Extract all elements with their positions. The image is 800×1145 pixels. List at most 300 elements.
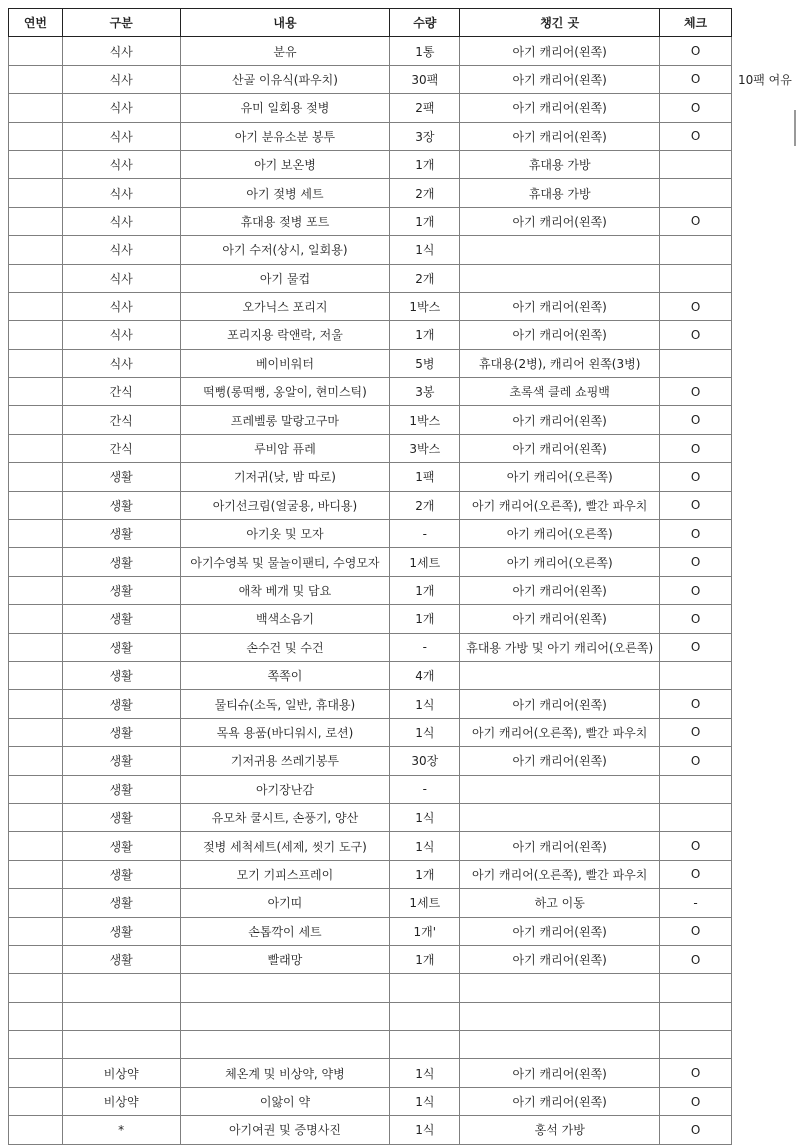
cell-item[interactable]: 아기장난감 [180, 775, 390, 803]
cell-category[interactable]: 식사 [62, 207, 180, 235]
cell-no[interactable] [9, 150, 63, 178]
cell-quantity[interactable]: 1통 [390, 37, 460, 65]
cell-item[interactable]: 프레벨롱 말랑고구마 [180, 406, 390, 434]
cell-quantity[interactable]: 1식 [390, 803, 460, 831]
cell-item[interactable]: 아기 젖병 세트 [180, 179, 390, 207]
cell-category[interactable]: 생활 [62, 661, 180, 689]
cell-quantity[interactable]: 1식 [390, 1059, 460, 1087]
cell-packed-location[interactable]: 홍석 가방 [460, 1116, 660, 1144]
table-row [9, 349, 800, 377]
cell-category[interactable]: 식사 [62, 122, 180, 150]
cell-quantity[interactable]: 3봉 [390, 378, 460, 406]
cell-packed-location[interactable]: 아기 캐리어(왼쪽) [460, 406, 660, 434]
cell-category[interactable]: 생활 [62, 576, 180, 604]
cell-memo[interactable] [731, 832, 799, 860]
cell-category[interactable]: 식사 [62, 37, 180, 65]
cell-category[interactable]: 생활 [62, 633, 180, 661]
cell-quantity[interactable]: 1개' [390, 917, 460, 945]
cell-packed-location[interactable] [460, 775, 660, 803]
cell-packed-location[interactable] [460, 264, 660, 292]
cell-check[interactable]: O [660, 434, 732, 462]
cell-item[interactable]: 아기 물컵 [180, 264, 390, 292]
cell-quantity[interactable]: 1세트 [390, 548, 460, 576]
cell-item[interactable]: 쪽쪽이 [180, 661, 390, 689]
cell-packed-location[interactable]: 아기 캐리어(왼쪽) [460, 917, 660, 945]
cell-check[interactable] [660, 179, 732, 207]
cell-category[interactable]: 식사 [62, 179, 180, 207]
cell-check[interactable]: O [660, 633, 732, 661]
cell-no[interactable] [9, 65, 63, 93]
cell-packed-location[interactable]: 아기 캐리어(왼쪽) [460, 207, 660, 235]
cell-no[interactable] [9, 1002, 63, 1030]
cell-quantity[interactable]: 1개 [390, 605, 460, 633]
cell-memo[interactable] [731, 1002, 799, 1030]
cell-item[interactable]: 아기여권 및 증명사진 [180, 1116, 390, 1144]
packing-checklist-table [8, 8, 800, 1145]
cell-packed-location[interactable]: 휴대용(2병), 캐리어 왼쪽(3병) [460, 349, 660, 377]
cell-memo[interactable] [731, 860, 799, 888]
cell-quantity[interactable] [390, 1031, 460, 1059]
cell-quantity[interactable]: 1개 [390, 321, 460, 349]
cell-no[interactable] [9, 747, 63, 775]
cell-check[interactable]: O [660, 917, 732, 945]
cell-item[interactable]: 애착 베개 및 담요 [180, 576, 390, 604]
cell-check[interactable]: O [660, 292, 732, 320]
cell-check[interactable]: O [660, 65, 732, 93]
cell-check[interactable]: O [660, 406, 732, 434]
cell-item[interactable]: 백색소음기 [180, 605, 390, 633]
cell-quantity[interactable]: 1개 [390, 150, 460, 178]
cell-quantity[interactable]: 2팩 [390, 94, 460, 122]
cell-packed-location[interactable]: 아기 캐리어(왼쪽) [460, 690, 660, 718]
cell-packed-location[interactable]: 아기 캐리어(왼쪽) [460, 747, 660, 775]
cell-item[interactable]: 분유 [180, 37, 390, 65]
cell-quantity[interactable]: 1세트 [390, 889, 460, 917]
cell-item[interactable]: 유모차 쿨시트, 손풍기, 양산 [180, 803, 390, 831]
cell-packed-location[interactable] [460, 661, 660, 689]
cell-category[interactable]: 간식 [62, 378, 180, 406]
cell-check[interactable]: O [660, 94, 732, 122]
cell-quantity[interactable]: 1식 [390, 236, 460, 264]
cell-item[interactable]: 모기 기피스프레이 [180, 860, 390, 888]
cell-check[interactable]: O [660, 1116, 732, 1144]
cell-category[interactable]: 생활 [62, 917, 180, 945]
cell-check[interactable]: - [660, 889, 732, 917]
cell-no[interactable] [9, 945, 63, 973]
cell-quantity[interactable]: 1개 [390, 860, 460, 888]
cell-item[interactable] [180, 1002, 390, 1030]
cell-category[interactable]: 식사 [62, 292, 180, 320]
cell-memo[interactable] [731, 803, 799, 831]
cell-memo[interactable] [731, 775, 799, 803]
table-body [9, 37, 800, 1144]
cell-packed-location[interactable] [460, 1031, 660, 1059]
cell-check[interactable]: O [660, 576, 732, 604]
cell-memo[interactable] [731, 264, 799, 292]
cell-no[interactable] [9, 775, 63, 803]
cell-category[interactable] [62, 974, 180, 1002]
cell-item[interactable]: 오가닉스 포리지 [180, 292, 390, 320]
cell-no[interactable] [9, 264, 63, 292]
cell-category[interactable]: 비상약 [62, 1087, 180, 1115]
cell-item[interactable]: 손톱깍이 세트 [180, 917, 390, 945]
cell-no[interactable] [9, 37, 63, 65]
cell-no[interactable] [9, 1059, 63, 1087]
header-check[interactable]: 체크 [660, 9, 732, 37]
cell-check[interactable]: O [660, 690, 732, 718]
cell-memo[interactable] [731, 917, 799, 945]
cell-no[interactable] [9, 576, 63, 604]
cell-no[interactable] [9, 463, 63, 491]
cell-category[interactable]: 생활 [62, 945, 180, 973]
cell-memo[interactable] [731, 576, 799, 604]
cell-packed-location[interactable]: 초록색 클레 쇼핑백 [460, 378, 660, 406]
cell-packed-location[interactable]: 아기 캐리어(왼쪽) [460, 832, 660, 860]
cell-item[interactable]: 아기 수저(상시, 일회용) [180, 236, 390, 264]
cell-memo[interactable] [731, 122, 799, 150]
cell-category[interactable]: 식사 [62, 94, 180, 122]
cell-category[interactable]: * [62, 1116, 180, 1144]
cell-packed-location[interactable]: 아기 캐리어(왼쪽) [460, 1087, 660, 1115]
cell-memo[interactable] [731, 548, 799, 576]
cell-memo[interactable] [731, 661, 799, 689]
cell-category[interactable]: 비상약 [62, 1059, 180, 1087]
cell-memo[interactable] [731, 1031, 799, 1059]
cell-category[interactable]: 생활 [62, 775, 180, 803]
cell-memo[interactable] [731, 207, 799, 235]
cell-no[interactable] [9, 633, 63, 661]
cell-item[interactable]: 기저귀용 쓰레기봉투 [180, 747, 390, 775]
cell-item[interactable]: 유미 일회용 젖병 [180, 94, 390, 122]
cell-check[interactable]: O [660, 1087, 732, 1115]
cell-quantity[interactable]: 1개 [390, 207, 460, 235]
cell-no[interactable] [9, 292, 63, 320]
table-row [9, 832, 800, 860]
cell-no[interactable] [9, 179, 63, 207]
cell-check[interactable]: O [660, 1059, 732, 1087]
cell-category[interactable]: 생활 [62, 463, 180, 491]
cell-category[interactable]: 생활 [62, 520, 180, 548]
cell-no[interactable] [9, 974, 63, 1002]
cell-no[interactable] [9, 1031, 63, 1059]
cell-packed-location[interactable]: 아기 캐리어(왼쪽) [460, 122, 660, 150]
cell-category[interactable]: 식사 [62, 321, 180, 349]
cell-no[interactable] [9, 718, 63, 746]
cell-memo[interactable] [731, 236, 799, 264]
cell-memo[interactable] [731, 491, 799, 519]
cell-quantity[interactable]: 2개 [390, 264, 460, 292]
cell-no[interactable] [9, 1087, 63, 1115]
cell-item[interactable] [180, 1031, 390, 1059]
cell-category[interactable]: 생활 [62, 718, 180, 746]
cell-check[interactable]: O [660, 378, 732, 406]
cell-quantity[interactable]: 1팩 [390, 463, 460, 491]
cell-no[interactable] [9, 207, 63, 235]
cell-quantity[interactable]: 1식 [390, 832, 460, 860]
cell-packed-location[interactable]: 아기 캐리어(왼쪽) [460, 94, 660, 122]
cell-check[interactable] [660, 264, 732, 292]
table-row [9, 605, 800, 633]
header-category[interactable]: 구분 [62, 9, 180, 37]
header-memo-empty[interactable] [731, 9, 799, 37]
header-item[interactable]: 내용 [180, 9, 390, 37]
cell-quantity[interactable]: 1박스 [390, 406, 460, 434]
cell-check[interactable]: O [660, 747, 732, 775]
table-row [9, 661, 800, 689]
cell-item[interactable]: 휴대용 젖병 포트 [180, 207, 390, 235]
cell-memo[interactable] [731, 321, 799, 349]
cell-check[interactable] [660, 1031, 732, 1059]
cell-item[interactable]: 빨래망 [180, 945, 390, 973]
cell-quantity[interactable]: 1식 [390, 718, 460, 746]
cell-quantity[interactable]: 1개 [390, 945, 460, 973]
cell-check[interactable] [660, 349, 732, 377]
table-row [9, 94, 800, 122]
cell-check[interactable]: O [660, 832, 732, 860]
cell-category[interactable]: 생활 [62, 491, 180, 519]
cell-quantity[interactable]: 4개 [390, 661, 460, 689]
cell-quantity[interactable]: 5병 [390, 349, 460, 377]
cell-item[interactable]: 체온계 및 비상약, 약병 [180, 1059, 390, 1087]
cell-no[interactable] [9, 122, 63, 150]
cell-memo[interactable] [731, 292, 799, 320]
cell-packed-location[interactable] [460, 803, 660, 831]
cell-check[interactable] [660, 661, 732, 689]
cell-check[interactable]: O [660, 463, 732, 491]
cell-memo[interactable]: 10팩 여유 [737, 72, 792, 87]
cell-quantity[interactable]: 3박스 [390, 434, 460, 462]
cell-item[interactable]: 물티슈(소독, 일반, 휴대용) [180, 690, 390, 718]
cell-no[interactable] [9, 803, 63, 831]
cell-memo[interactable] [731, 349, 799, 377]
cell-packed-location[interactable]: 아기 캐리어(왼쪽) [460, 65, 660, 93]
cell-packed-location[interactable]: 휴대용 가방 및 아기 캐리어(오른쪽) [460, 633, 660, 661]
cell-memo[interactable] [731, 690, 799, 718]
cell-item[interactable]: 젖병 세척세트(세제, 씻기 도구) [180, 832, 390, 860]
cell-quantity[interactable]: 30팩 [390, 65, 460, 93]
cell-quantity[interactable] [390, 974, 460, 1002]
cell-check[interactable] [660, 150, 732, 178]
cell-check[interactable]: O [660, 520, 732, 548]
cell-category[interactable]: 생활 [62, 832, 180, 860]
cell-packed-location[interactable] [460, 1002, 660, 1030]
cell-packed-location[interactable]: 아기 캐리어(왼쪽) [460, 1059, 660, 1087]
cell-quantity[interactable]: 2개 [390, 491, 460, 519]
cell-memo[interactable] [731, 406, 799, 434]
cell-packed-location[interactable] [460, 236, 660, 264]
cell-no[interactable] [9, 94, 63, 122]
table-row [9, 803, 800, 831]
cell-item[interactable] [180, 974, 390, 1002]
cell-check[interactable]: O [660, 718, 732, 746]
cell-quantity[interactable]: 1식 [390, 690, 460, 718]
cell-packed-location[interactable]: 아기 캐리어(왼쪽) [460, 605, 660, 633]
cell-item[interactable]: 아기띠 [180, 889, 390, 917]
cell-memo[interactable] [731, 1087, 799, 1115]
cell-item[interactable]: 아기선크림(얼굴용, 바디용) [180, 491, 390, 519]
cell-category[interactable]: 식사 [62, 236, 180, 264]
cell-no[interactable] [9, 434, 63, 462]
cell-item[interactable]: 산골 이유식(파우치) [180, 65, 390, 93]
cell-item[interactable]: 루비암 퓨레 [180, 434, 390, 462]
cell-check[interactable]: O [660, 548, 732, 576]
table-row [9, 150, 800, 178]
cell-packed-location[interactable]: 아기 캐리어(오른쪽), 빨간 파우치 [460, 860, 660, 888]
cell-item[interactable]: 아기수영복 및 물놀이팬티, 수영모자 [180, 548, 390, 576]
cell-packed-location[interactable] [460, 974, 660, 1002]
header-packed-location[interactable]: 챙긴 곳 [460, 9, 660, 37]
cell-no[interactable] [9, 321, 63, 349]
cell-quantity[interactable]: - [390, 775, 460, 803]
cell-packed-location[interactable]: 아기 캐리어(왼쪽) [460, 434, 660, 462]
cell-memo[interactable] [731, 520, 799, 548]
header-quantity[interactable]: 수량 [390, 9, 460, 37]
cell-item[interactable]: 아기 보온병 [180, 150, 390, 178]
cell-no[interactable] [9, 661, 63, 689]
cell-check[interactable]: O [660, 207, 732, 235]
cell-item[interactable]: 아기옷 및 모자 [180, 520, 390, 548]
cell-check[interactable]: O [660, 945, 732, 973]
cell-item[interactable]: 목욕 용품(바디워시, 로션) [180, 718, 390, 746]
cell-packed-location[interactable]: 아기 캐리어(왼쪽) [460, 37, 660, 65]
cell-category[interactable]: 간식 [62, 406, 180, 434]
table-row [9, 236, 800, 264]
cell-check[interactable]: O [660, 321, 732, 349]
cell-quantity[interactable]: - [390, 633, 460, 661]
cell-memo[interactable] [731, 747, 799, 775]
cell-item[interactable]: 베이비워터 [180, 349, 390, 377]
cell-memo[interactable] [731, 889, 799, 917]
cell-packed-location[interactable]: 아기 캐리어(오른쪽), 빨간 파우치 [460, 491, 660, 519]
cell-category[interactable]: 식사 [62, 150, 180, 178]
cell-no[interactable] [9, 1116, 63, 1144]
cell-category[interactable]: 생활 [62, 889, 180, 917]
cell-packed-location[interactable]: 아기 캐리어(오른쪽) [460, 520, 660, 548]
cell-no[interactable] [9, 917, 63, 945]
cell-category[interactable] [62, 1002, 180, 1030]
cell-category[interactable]: 간식 [62, 434, 180, 462]
cell-category[interactable]: 식사 [62, 349, 180, 377]
cell-memo[interactable] [731, 1116, 799, 1144]
cell-item[interactable]: 아기 분유소분 봉투 [180, 122, 390, 150]
cell-category[interactable] [62, 1031, 180, 1059]
cell-check[interactable]: O [660, 605, 732, 633]
cell-no[interactable] [9, 605, 63, 633]
scrollbar-edge[interactable] [794, 110, 796, 146]
cell-no[interactable] [9, 491, 63, 519]
cell-category[interactable]: 생활 [62, 548, 180, 576]
cell-item[interactable]: 손수건 및 수건 [180, 633, 390, 661]
cell-packed-location[interactable]: 휴대용 가방 [460, 150, 660, 178]
cell-quantity[interactable]: 30장 [390, 747, 460, 775]
cell-category[interactable]: 생활 [62, 860, 180, 888]
cell-memo[interactable] [731, 463, 799, 491]
cell-item[interactable]: 떡뻥(롱떡뻥, 옹알이, 현미스틱) [180, 378, 390, 406]
cell-packed-location[interactable]: 아기 캐리어(오른쪽), 빨간 파우치 [460, 718, 660, 746]
cell-no[interactable] [9, 889, 63, 917]
cell-packed-location[interactable]: 휴대용 가방 [460, 179, 660, 207]
cell-memo[interactable] [731, 945, 799, 973]
cell-memo[interactable] [731, 94, 799, 122]
cell-packed-location[interactable]: 아기 캐리어(오른쪽) [460, 548, 660, 576]
cell-memo[interactable] [731, 1059, 799, 1087]
cell-quantity[interactable]: 1식 [390, 1116, 460, 1144]
cell-category[interactable]: 생활 [62, 803, 180, 831]
cell-no[interactable] [9, 548, 63, 576]
table-row [9, 207, 800, 235]
cell-packed-location[interactable]: 아기 캐리어(왼쪽) [460, 292, 660, 320]
cell-category[interactable]: 생활 [62, 605, 180, 633]
cell-item[interactable]: 기저귀(낮, 밤 따로) [180, 463, 390, 491]
cell-packed-location[interactable]: 아기 캐리어(왼쪽) [460, 321, 660, 349]
cell-check[interactable]: O [660, 37, 732, 65]
cell-packed-location[interactable]: 아기 캐리어(왼쪽) [460, 576, 660, 604]
cell-no[interactable] [9, 832, 63, 860]
table-row [9, 378, 800, 406]
cell-category[interactable]: 식사 [62, 264, 180, 292]
cell-quantity[interactable]: 2개 [390, 179, 460, 207]
cell-memo[interactable] [731, 974, 799, 1002]
table-row [9, 889, 800, 917]
cell-quantity[interactable]: 1박스 [390, 292, 460, 320]
table-row [9, 775, 800, 803]
cell-memo[interactable] [731, 150, 799, 178]
cell-category[interactable]: 생활 [62, 690, 180, 718]
cell-category[interactable]: 식사 [62, 65, 180, 93]
cell-memo[interactable] [731, 179, 799, 207]
table-row [9, 690, 800, 718]
cell-check[interactable] [660, 775, 732, 803]
table-row [9, 945, 800, 973]
cell-memo[interactable] [731, 434, 799, 462]
cell-quantity[interactable]: 1식 [390, 1087, 460, 1115]
cell-check[interactable] [660, 803, 732, 831]
cell-quantity[interactable]: - [390, 520, 460, 548]
cell-no[interactable] [9, 349, 63, 377]
table-row [9, 434, 800, 462]
cell-memo[interactable] [731, 633, 799, 661]
cell-check[interactable]: O [660, 122, 732, 150]
cell-memo[interactable] [731, 378, 799, 406]
cell-packed-location[interactable]: 하고 이동 [460, 889, 660, 917]
cell-no[interactable] [9, 378, 63, 406]
cell-no[interactable] [9, 406, 63, 434]
cell-check[interactable] [660, 236, 732, 264]
cell-no[interactable] [9, 520, 63, 548]
cell-quantity[interactable]: 1개 [390, 576, 460, 604]
cell-packed-location[interactable]: 아기 캐리어(오른쪽) [460, 463, 660, 491]
cell-check[interactable] [660, 1002, 732, 1030]
cell-check[interactable]: O [660, 491, 732, 519]
cell-memo[interactable] [731, 37, 799, 65]
cell-memo[interactable] [731, 605, 799, 633]
table-row [9, 860, 800, 888]
cell-quantity[interactable]: 3장 [390, 122, 460, 150]
cell-quantity[interactable] [390, 1002, 460, 1030]
cell-no[interactable] [9, 236, 63, 264]
cell-no[interactable] [9, 860, 63, 888]
cell-memo[interactable] [731, 718, 799, 746]
cell-item[interactable]: 포리지용 락앤락, 저울 [180, 321, 390, 349]
cell-packed-location[interactable]: 아기 캐리어(왼쪽) [460, 945, 660, 973]
cell-category[interactable]: 생활 [62, 747, 180, 775]
cell-item[interactable]: 이앓이 약 [180, 1087, 390, 1115]
cell-check[interactable] [660, 974, 732, 1002]
table-row [9, 1031, 800, 1059]
header-no[interactable]: 연번 [9, 9, 63, 37]
cell-check[interactable]: O [660, 860, 732, 888]
cell-no[interactable] [9, 690, 63, 718]
